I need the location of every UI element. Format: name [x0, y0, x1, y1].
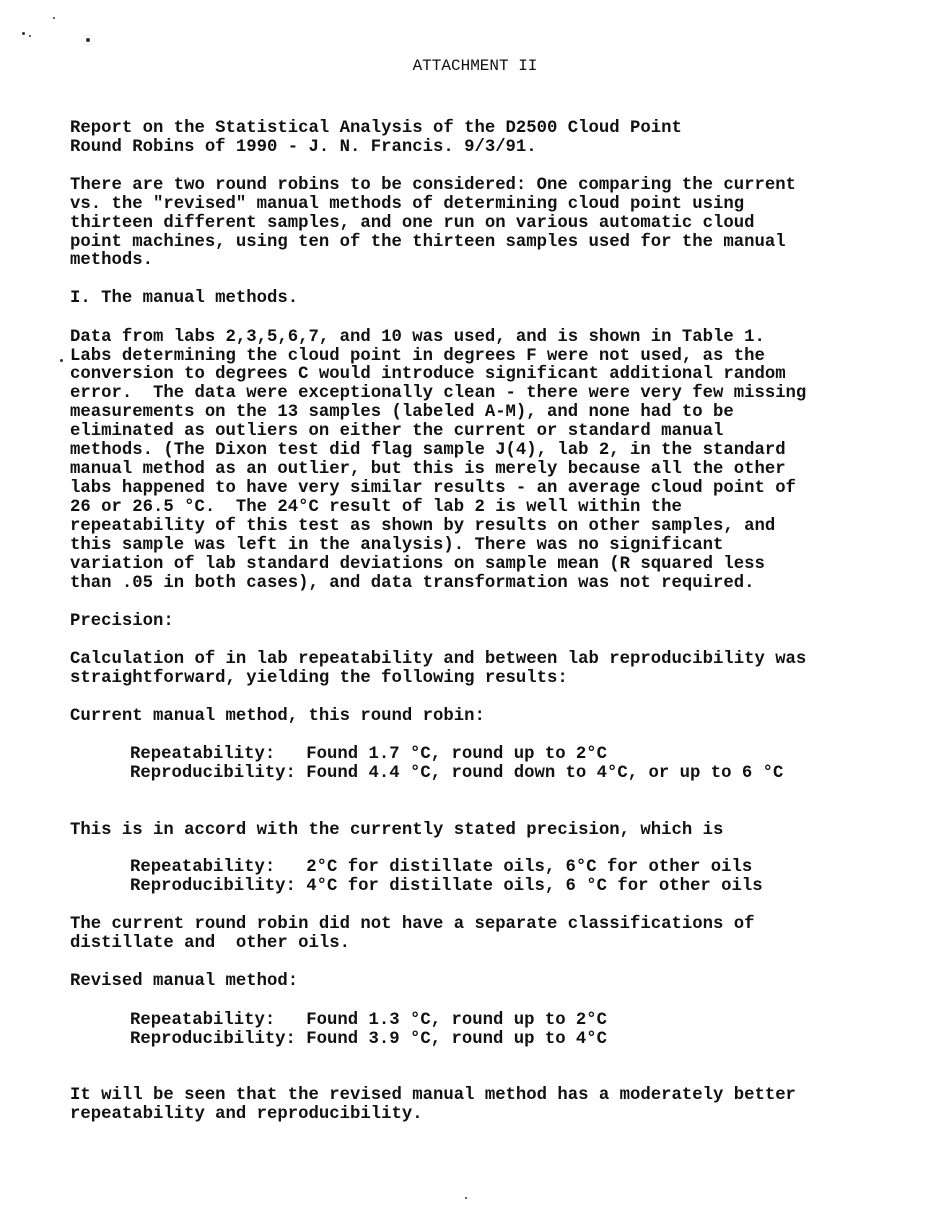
intro-line: thirteen different samples, and one run on various automatic cloud — [70, 214, 755, 233]
data-line: error. The data were exceptionally clean - there were very few missing — [70, 384, 807, 403]
data-line: Data from labs 2,3,5,6,7, and 10 was used, and is shown in Table 1. — [70, 328, 765, 347]
data-line: eliminated as outliers on either the current or standard manual — [70, 422, 724, 441]
calc-line: Calculation of in lab repeatability and between lab reproducibility was — [70, 650, 807, 669]
current-repeatability: Repeatability: Found 1.7 °C, round up to 2°C — [130, 745, 608, 764]
data-line: manual method as an outlier, but this is merely because all the other — [70, 460, 786, 479]
stated-repeatability: Repeatability: 2°C for distillate oils, 6°C for other oils — [130, 858, 753, 877]
data-line: measurements on the 13 samples (labeled A-M), and none had to be — [70, 403, 734, 422]
conclusion-line: It will be seen that the revised manual method has a moderately better — [70, 1086, 796, 1105]
intro-line: There are two round robins to be considered: One comparing the current — [70, 176, 796, 195]
data-line: conversion to degrees C would introduce significant additional random — [70, 365, 786, 384]
precision-heading: Precision: — [70, 612, 174, 631]
report-title-line-2: Round Robins of 1990 - J. N. Francis. 9/3/91. — [70, 138, 537, 157]
revised-repeatability: Repeatability: Found 1.3 °C, round up to 2°C — [130, 1011, 608, 1030]
intro-line: point machines, using ten of the thirteen samples used for the manual — [70, 233, 786, 252]
classification-line: The current round robin did not have a separate classifications of — [70, 915, 755, 934]
data-line: than .05 in both cases), and data transformation was not required. — [70, 574, 755, 593]
report-title-line-1: Report on the Statistical Analysis of the D2500 Cloud Point — [70, 119, 682, 138]
conclusion-line: repeatability and reproducibility. — [70, 1105, 423, 1124]
revised-reproducibility: Reproducibility: Found 3.9 °C, round up to 4°C — [130, 1030, 608, 1049]
data-line: this sample was left in the analysis). There was no significant — [70, 536, 724, 555]
intro-line: methods. — [70, 251, 153, 270]
calc-line: straightforward, yielding the following results: — [70, 669, 568, 688]
classification-line: distillate and other oils. — [70, 934, 351, 953]
accord-line: This is in accord with the currently stated precision, which is — [70, 821, 724, 840]
intro-line: vs. the "revised" manual methods of determining cloud point using — [70, 195, 745, 214]
section-heading: I. The manual methods. — [70, 289, 299, 308]
current-method-heading: Current manual method, this round robin: — [70, 707, 485, 726]
revised-method-heading: Revised manual method: — [70, 972, 299, 991]
data-line: methods. (The Dixon test did flag sample J(4), lab 2, in the standard — [70, 441, 786, 460]
data-line: Labs determining the cloud point in degrees F were not used, as the — [70, 347, 765, 366]
current-reproducibility: Reproducibility: Found 4.4 °C, round down to 4°C, or up to 6 °C — [130, 764, 784, 783]
attachment-heading: ATTACHMENT II — [412, 57, 538, 75]
data-line: 26 or 26.5 °C. The 24°C result of lab 2 is well within the — [70, 498, 682, 517]
data-line: repeatability of this test as shown by results on other samples, and — [70, 517, 776, 536]
data-line: variation of lab standard deviations on sample mean (R squared less — [70, 555, 765, 574]
stated-reproducibility: Reproducibility: 4°C for distillate oils, 6 °C for other oils — [130, 877, 763, 896]
data-line: labs happened to have very similar results - an average cloud point of — [70, 479, 796, 498]
